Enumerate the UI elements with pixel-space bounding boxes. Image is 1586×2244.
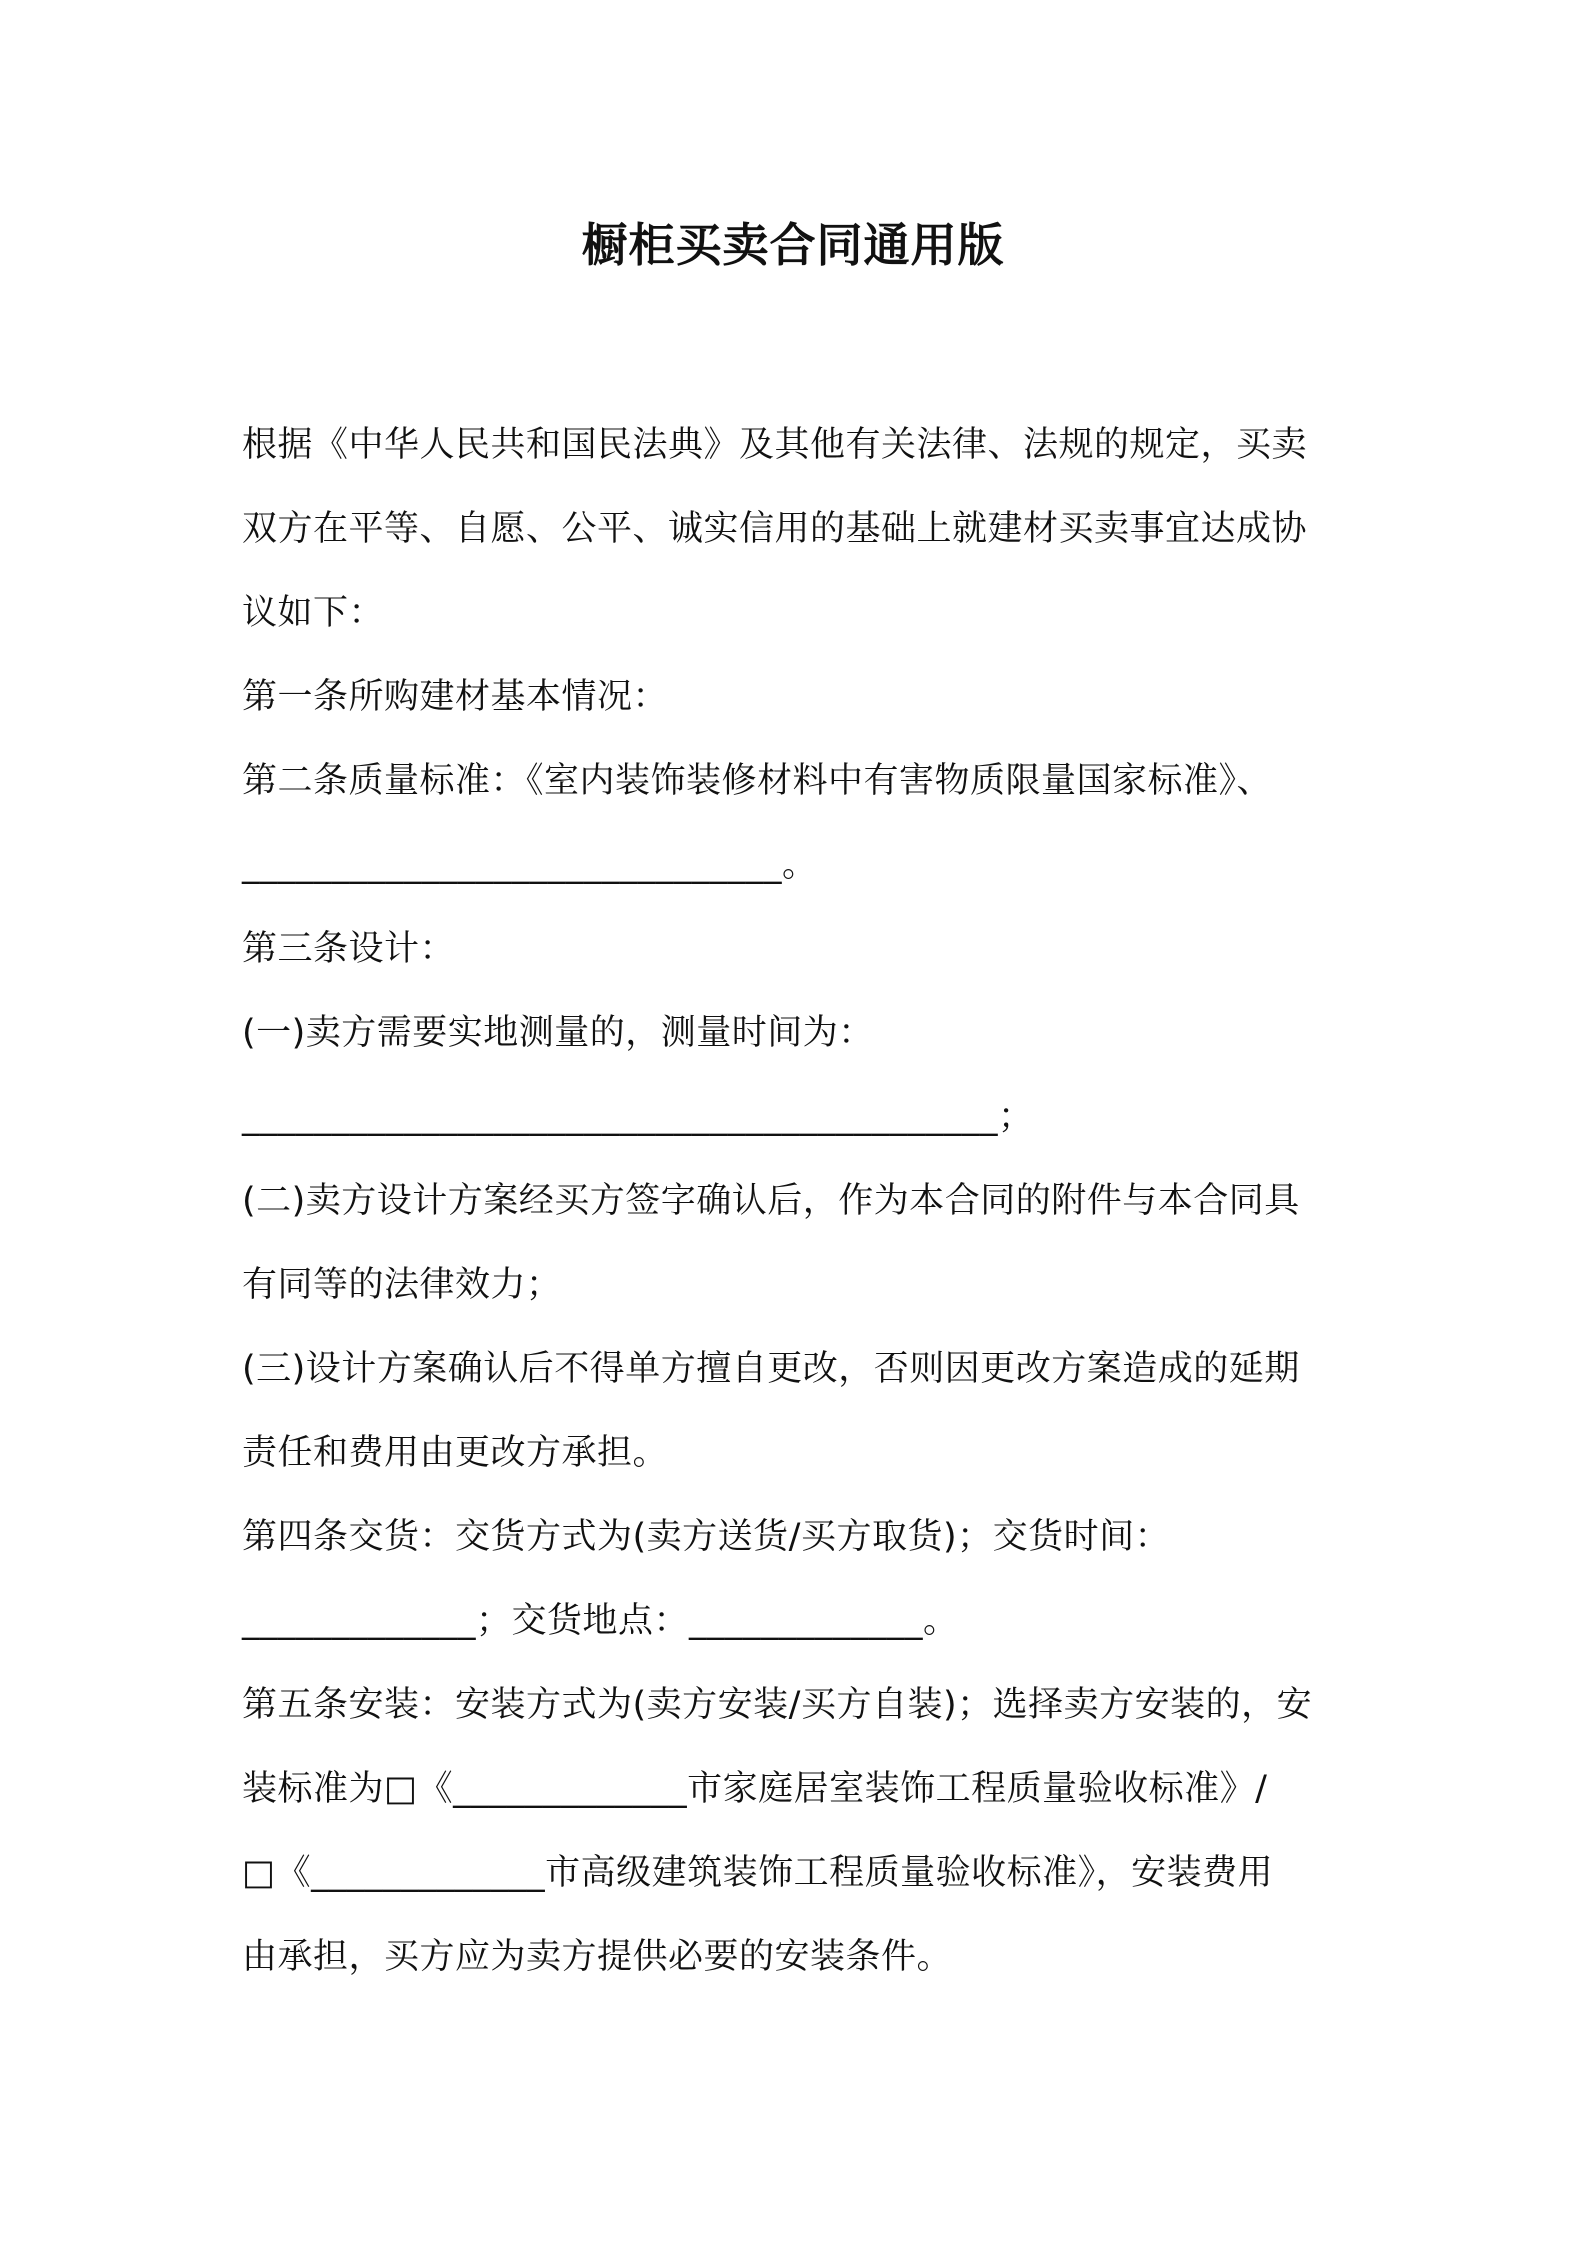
body-line: (一)卖方需要实地测量的，测量时间为：	[242, 1013, 874, 1053]
body-line: 根据《中华人民共和国民法典》及其他有关法律、法规的规定，买卖	[242, 425, 1308, 465]
body-line: 有同等的法律效力；	[242, 1265, 562, 1305]
body-line: ______________________________。	[242, 845, 818, 885]
body-line: 装标准为□《_____________市家庭居室装饰工程质量验收标准》/	[242, 1769, 1268, 1809]
body-line: (三)设计方案确认后不得单方擅自更改，否则因更改方案造成的延期	[242, 1349, 1300, 1389]
body-line: 双方在平等、自愿、公平、诚实信用的基础上就建材买卖事宜达成协	[242, 509, 1308, 549]
body-line: (二)卖方设计方案经买方签字确认后，作为本合同的附件与本合同具	[242, 1181, 1300, 1221]
body-line: 第三条设计：	[242, 929, 456, 969]
body-line: 第二条质量标准：《室内装饰装修材料中有害物质限量国家标准》、	[242, 761, 1273, 801]
body-line: 议如下：	[242, 593, 385, 633]
body-line: 第一条所购建材基本情况：	[242, 677, 669, 717]
body-line: 第四条交货：交货方式为(卖方送货/买方取货)；交货时间：	[242, 1517, 1171, 1557]
document-title: 橱柜买卖合同通用版	[581, 218, 1005, 272]
body-line: 第五条安装：安装方式为(卖方安装/买方自装)；选择卖方安装的，安	[242, 1685, 1313, 1725]
body-line: _____________；交货地点：_____________。	[242, 1601, 959, 1641]
body-line: 责任和费用由更改方承担。	[242, 1433, 669, 1473]
body-line: □《_____________市高级建筑装饰工程质量验收标准》，安装费用	[242, 1853, 1274, 1893]
document-body	[242, 403, 1372, 1999]
body-line: __________________________________________；	[242, 1097, 1034, 1137]
body-line: 由承担，买方应为卖方提供必要的安装条件。	[242, 1937, 953, 1977]
